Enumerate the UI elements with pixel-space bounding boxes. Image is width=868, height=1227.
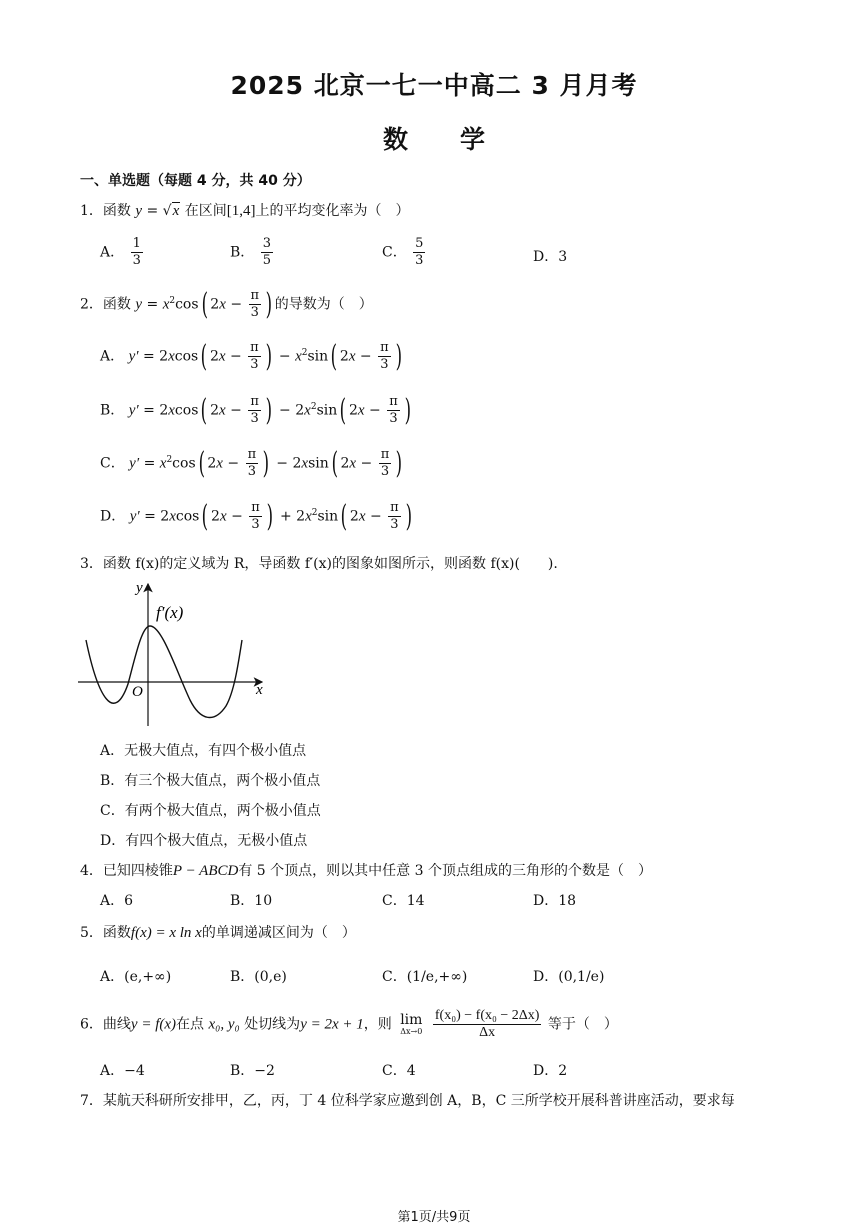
derivative-graph — [76, 578, 266, 730]
question-4-stem: 4．已知四棱锥P − ABCD有 5 个顶点，则以其中任意 3 个顶点组成的三角形的个数是（ ） — [80, 863, 652, 879]
formula-sqrt: y — [135, 203, 143, 219]
option-d: D． y′ = 2xcos( 2x − $\frac{\pi}{3}$ ) + $2x^2\sin$( 2x − $\frac{\pi}{3}$ ) — [100, 498, 412, 534]
option-d: D．2 — [533, 1063, 568, 1079]
option-a: A． y′ = 2xcos( 2x − $\frac{\pi}{3}$ ) − $x^2\sin$( 2x − $\frac{\pi}{3}$ ) — [100, 338, 402, 374]
derivative-curve — [86, 626, 242, 717]
option-b: B． y′ = 2xcos( 2x − $\frac{\pi}{3}$ ) − $2x^2\sin$( 2x − $\frac{\pi}{3}$ ) — [100, 392, 411, 428]
option-d: D．18 — [533, 893, 577, 909]
option-b: B．(0,e) — [230, 969, 287, 985]
exam-title: 2025 北京一七一中高二 3 月月考 — [230, 71, 638, 100]
origin-label: O — [132, 684, 143, 700]
option-b: B． $\frac{3}{5}$ — [230, 236, 272, 268]
option-a: A．−4 — [100, 1063, 145, 1079]
option-c: C．14 — [382, 893, 425, 909]
x-axis-label: x — [256, 682, 263, 698]
option-a: A．无极大值点，有四个极小值点 — [100, 743, 307, 759]
y-axis-label: y — [136, 580, 143, 596]
option-a: A．(e,+∞) — [100, 969, 172, 985]
option-c: C．有两个极大值点，两个极小值点 — [100, 803, 321, 819]
option-a: A．6 — [100, 893, 134, 909]
option-c: C． $y' = x^2\cos$( 2x − $\frac{\pi}{3}$ ) − 2xsin( 2x − $\frac{\pi}{3}$ ) — [100, 445, 403, 481]
option-d: D．(0,1/e) — [533, 969, 605, 985]
question-2-stem: 2．函数 $y = x^2\cos$( 2x − $\frac{\pi}{3}$ ) 的导数为（ ） — [80, 286, 373, 322]
option-c: C． $\frac{5}{3}$ — [382, 236, 424, 268]
option-d: D．3 — [533, 249, 568, 265]
subject-title: 数学 — [382, 125, 537, 154]
question-1-stem: 1．函数 y = √x 在区间[1,4]上的平均变化率为（ ） — [80, 203, 410, 219]
limit-fraction: $\frac{\text{f(x₀) − f(x₀ − 2Δx)}}{\Delta x}$ — [434, 1008, 540, 1040]
curve-label: f′(x) — [156, 603, 184, 622]
option-b: B．有三个极大值点，两个极小值点 — [100, 773, 321, 789]
option-a: A． $\frac{1}{3}$ — [100, 236, 141, 268]
option-c: C．(1/e,+∞) — [382, 969, 468, 985]
question-3-stem: 3．函数 f(x)的定义域为 R，导函数 f′(x)的图象如图所示，则函数 f(x)( ). — [80, 556, 558, 572]
question-6-stem: 6．曲线y = f(x)在点 x₀, y₀ 处切线为y = 2x + 1，则 lim Δx→0 $\frac{\text{f(x₀) − f(x₀ − 2Δx)}}{\Delta x}$ 等于（ ） — [80, 1008, 618, 1040]
limit-operator: lim Δx→0 — [400, 1012, 423, 1036]
question-5-stem: 5．函数f(x) = x ln x的单调递减区间为（ ） — [80, 925, 356, 941]
option-c: C．4 — [382, 1063, 416, 1079]
option-b: B．10 — [230, 893, 273, 909]
interval: [1,4] — [226, 203, 256, 219]
page-footer: 第1页/共9页 — [397, 1210, 471, 1225]
question-number: 1． — [80, 203, 103, 219]
question-7-stem: 7．某航天科研所安排甲，乙，丙，丁 4 位科学家应邀到创 A，B，C 三所学校开展科普讲座活动，要求每 — [80, 1093, 735, 1109]
option-d: D．有四个极大值点，无极小值点 — [100, 833, 308, 849]
section-heading: 一、单选题（每题 4 分，共 40 分） — [80, 173, 311, 189]
option-b: B．−2 — [230, 1063, 275, 1079]
